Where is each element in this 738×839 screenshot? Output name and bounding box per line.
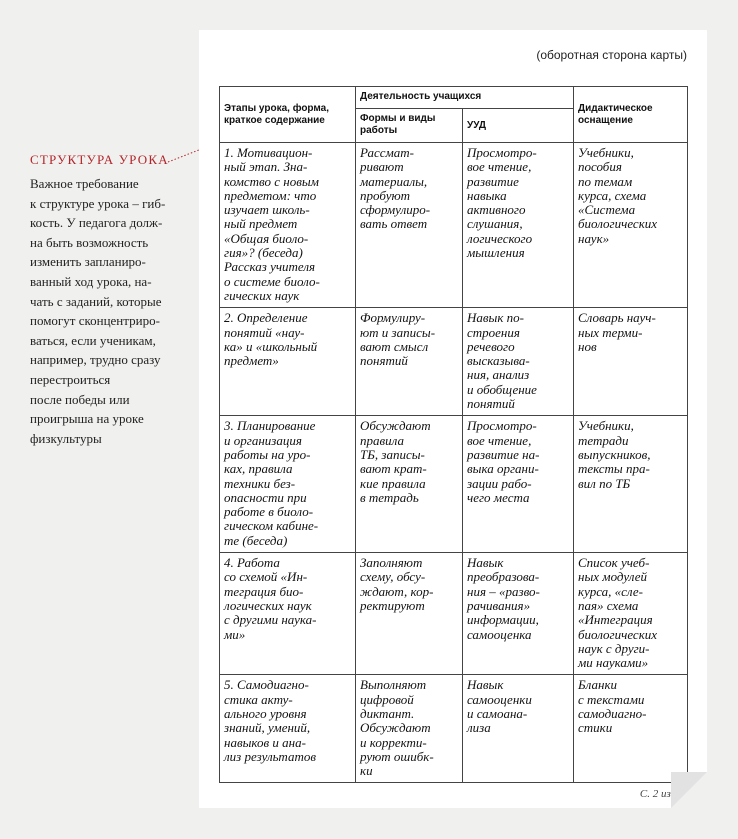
cell-forms: Формулиру- ют и записы- вают смысл понятий — [356, 308, 463, 416]
cell-forms: Заполняют схему, обсу- ждают, кор- ректируют — [356, 553, 463, 675]
cell-uud: Навык по- строения речевого высказыва- ния, анализ и обобщение понятий — [463, 308, 574, 416]
sidenote-line: например, трудно сразу — [30, 352, 161, 368]
table-row — [220, 416, 688, 553]
cell-forms: Рассмат- ривают материалы, пробуют сформулиро- вать ответ — [356, 143, 463, 308]
col-header-forms: Формы и виды работы — [356, 109, 463, 143]
sidenote-line: после победы или — [30, 391, 130, 407]
cell-stage: 2. Определение понятий «нау- ка» и «школьный предмет» — [220, 308, 356, 416]
table-row — [220, 675, 688, 783]
sidenote-line: на быть возможность — [30, 234, 149, 250]
sidenote-line: перестроиться — [30, 371, 111, 387]
cell-equipment: Учебники, тетради выпускников, тексты пра- вил по ТБ — [574, 416, 688, 553]
cell-stage: 4. Работа со схемой «Ин- теграция био- логических наук с другими наука- ми» — [220, 553, 356, 675]
cell-stage: 3. Планирование и организация работы на уро- ках, правила техники без- опасности при работе в биоло- гическом кабине- те (беседа) — [220, 416, 356, 553]
lesson-structure-table — [219, 86, 688, 783]
col-header-stages: Этапы урока, форма, краткое содержание — [220, 87, 356, 143]
table-row — [220, 308, 688, 416]
sidenote-line: чать с заданий, которые — [30, 293, 162, 309]
document-sheet — [199, 30, 707, 808]
sidenote-text — [30, 174, 190, 448]
cell-uud: Просмотро- вое чтение, развитие навыка активного слушания, логического мышления — [463, 143, 574, 308]
sidenote-line: кость. У педагога долж- — [30, 215, 163, 231]
cell-uud: Навык самооценки и самоана- лиза — [463, 675, 574, 783]
cell-forms: Выполняют цифровой диктант. Обсуждают и корректи- руют ошибк- ки — [356, 675, 463, 783]
sidenote-line: физкультуры — [30, 430, 102, 446]
table-row — [220, 553, 688, 675]
cell-equipment: Бланки с текстами самодиагно- стики — [574, 675, 688, 783]
sidenote-line: помогут сконцентриро- — [30, 313, 160, 329]
col-group-header-activity: Деятельность учащихся — [356, 87, 574, 109]
cell-equipment: Учебники, пособия по темам курса, схема «Система биологических наук» — [574, 143, 688, 308]
col-header-uud: УУД — [463, 109, 574, 143]
table-row — [220, 143, 688, 308]
sidenote-line: ванный ход урока, на- — [30, 273, 152, 289]
sidenote-title: СТРУКТУРА УРОКА — [30, 152, 169, 167]
page-number: С. 2 из 2 — [639, 788, 679, 800]
sidenote — [30, 152, 190, 448]
sidenote-line: к структуре урока – гиб- — [30, 195, 166, 211]
sidenote-line: проигрыша на уроке — [30, 411, 144, 427]
cell-equipment: Словарь науч- ных терми- нов — [574, 308, 688, 416]
cell-uud: Навык преобразова- ния – «разво- рачивания» информации, самооценка — [463, 553, 574, 675]
col-header-equipment: Дидактическое оснащение — [574, 87, 688, 143]
cell-stage: 5. Самодиагно- стика акту- ального уровня знаний, умений, навыков и ана- лиз результатов — [220, 675, 356, 783]
cell-stage: 1. Мотивацион- ный этап. Зна- комство с новым предметом: что изучает школь- ный предмет «Общая биоло- гия»? (беседа) Рассказ учителя о системе биоло- гических наук — [220, 143, 356, 308]
cell-forms: Обсуждают правила ТБ, записы- вают крат- кие правила в тетрадь — [356, 416, 463, 553]
sheet-header-note: (оборотная сторона карты) — [536, 48, 687, 62]
table-header-row — [220, 87, 688, 109]
sidenote-line: изменить запланиро- — [30, 254, 146, 270]
cell-uud: Просмотро- вое чтение, развитие на- выка органи- зации рабо- чего места — [463, 416, 574, 553]
sidenote-line: Важное требование — [30, 176, 139, 191]
sidenote-line: ваться, если ученикам, — [30, 332, 156, 348]
page-corner-fold — [671, 772, 707, 808]
cell-equipment: Список учеб- ных модулей курса, «сле- пая» схема «Интеграция биологических наук с други- ми науками» — [574, 553, 688, 675]
